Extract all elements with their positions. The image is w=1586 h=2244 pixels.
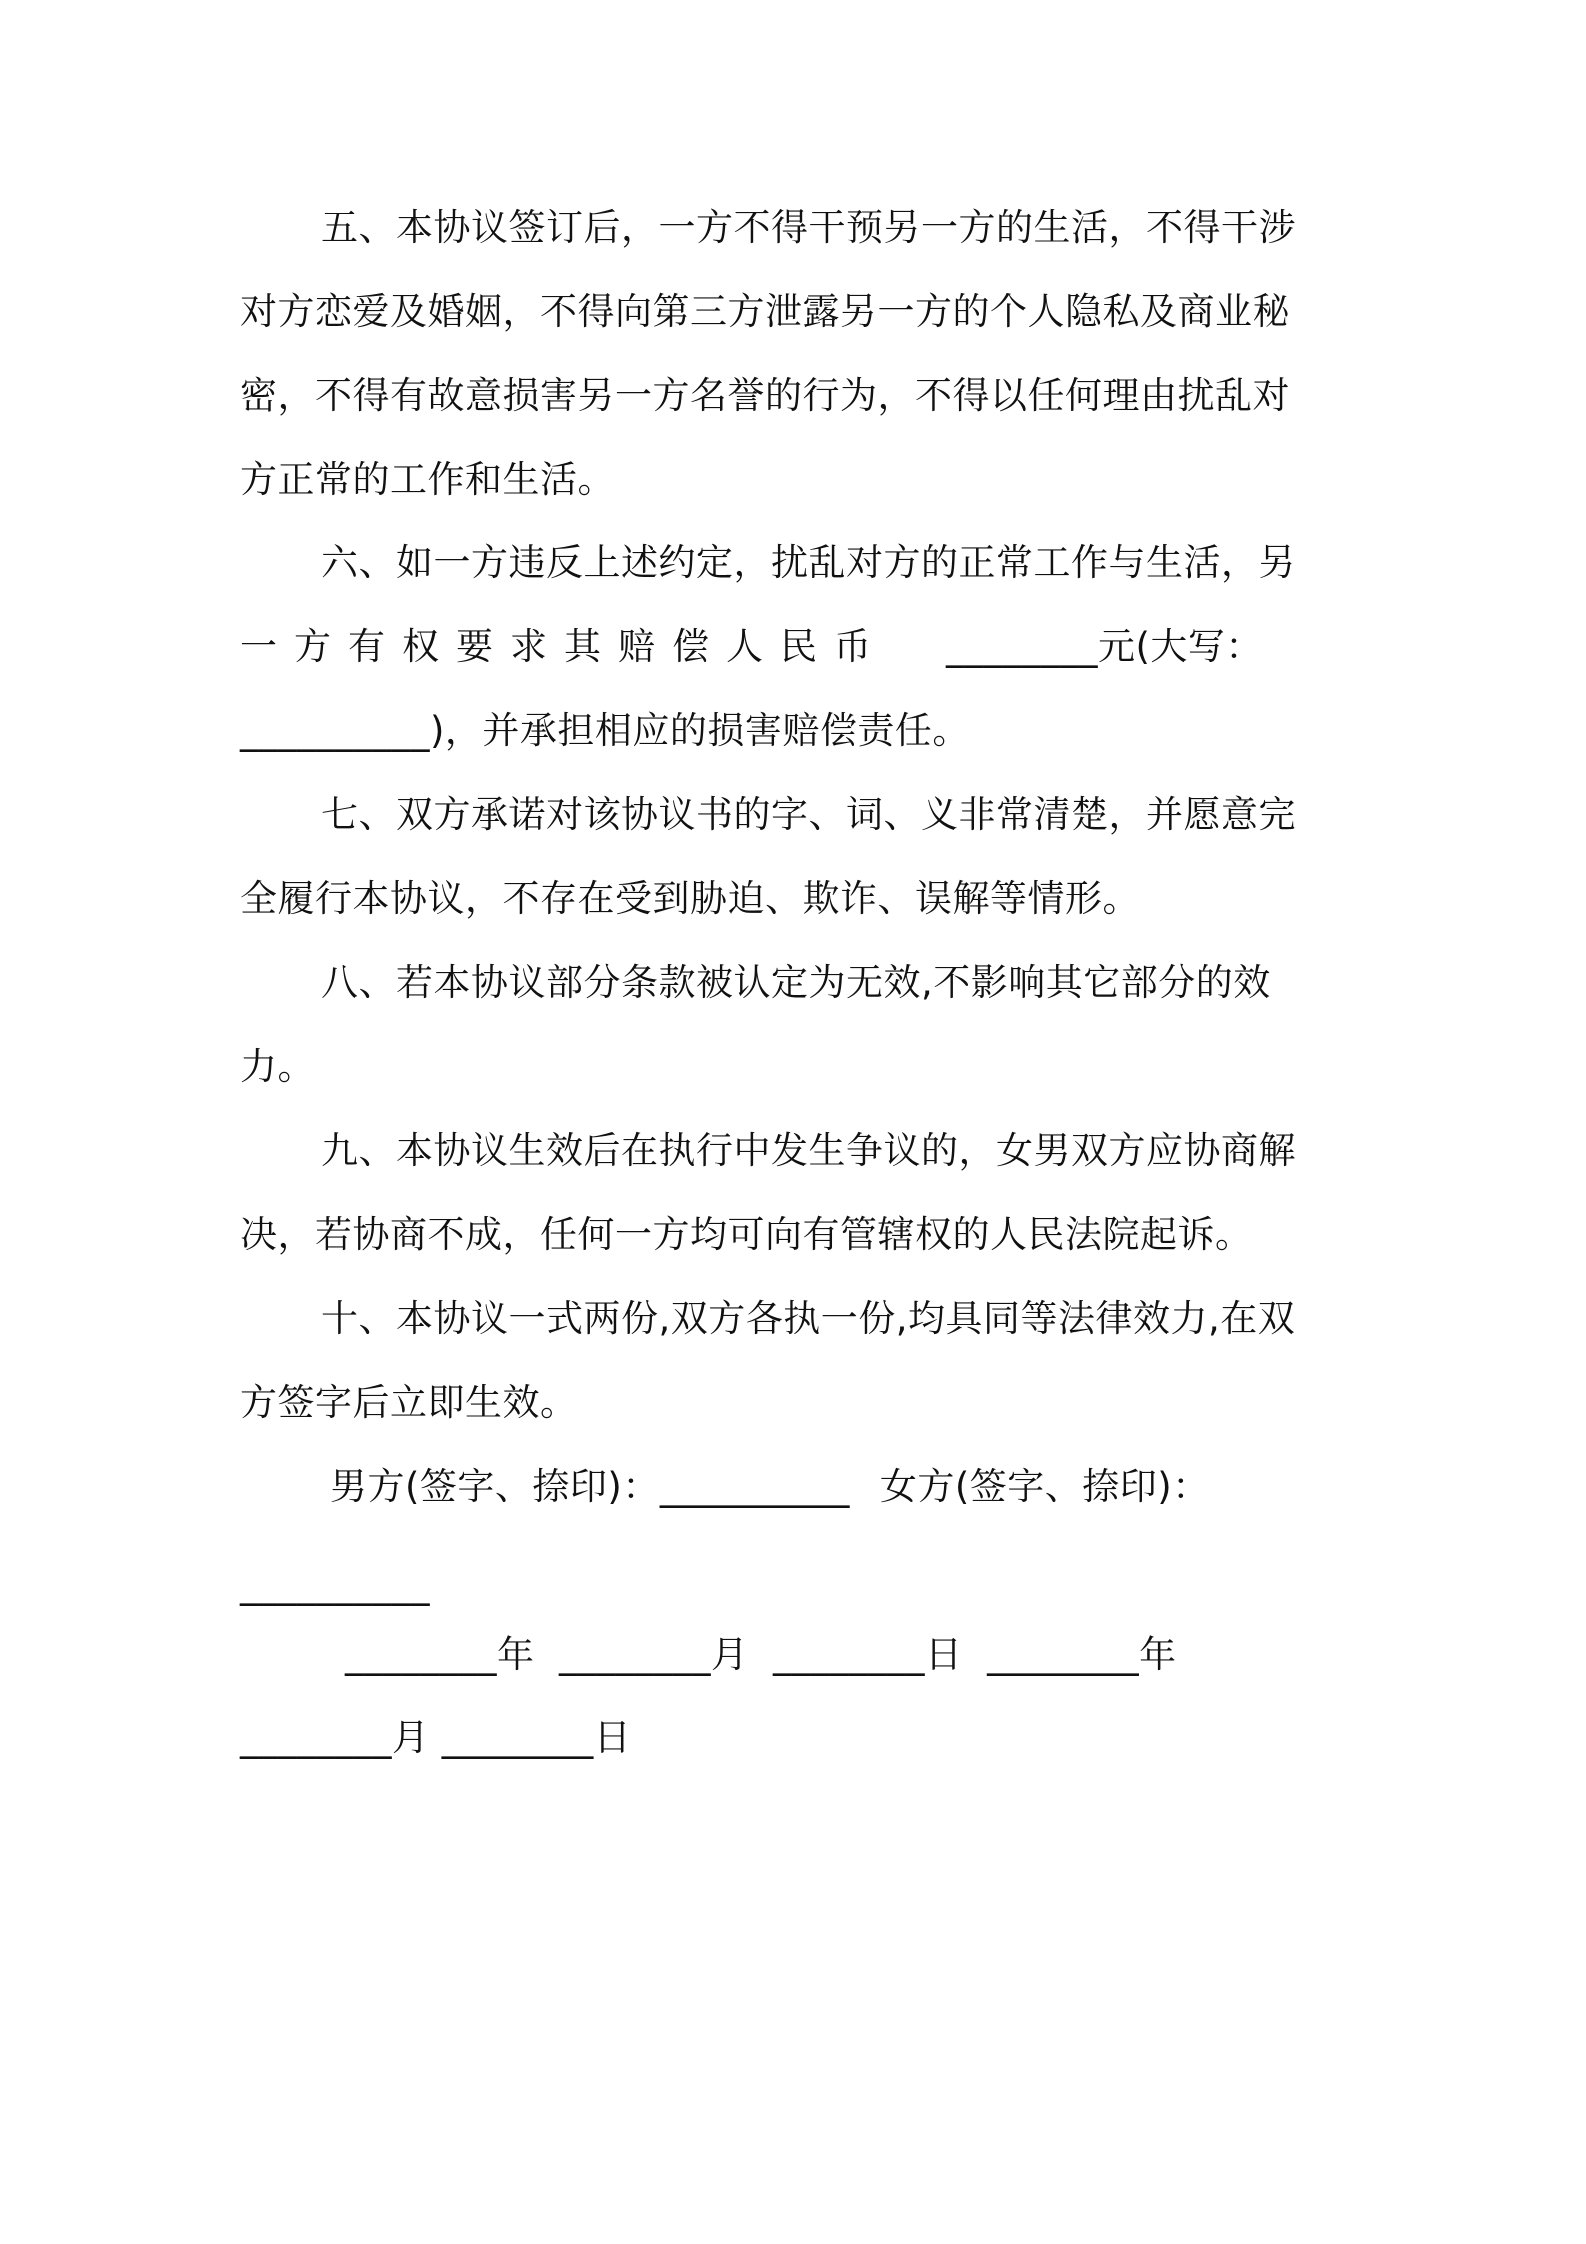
clause-8-line-1: 八、若本协议部分条款被认定为无效,不影响其它部分的效 [321, 961, 1271, 1004]
date-line-1: ________年 ________月 ________日 ________年 [345, 1633, 1177, 1676]
clause-5-line-1: 五、本协议签订后，一方不得干预另一方的生活，不得干涉 [321, 206, 1296, 249]
clause-5-line-4: 方正常的工作和生活。 [240, 458, 615, 501]
clause-9-line-1: 九、本协议生效后在执行中发生争议的，女男双方应协商解 [321, 1129, 1296, 1172]
clause-6-line-3: __________)，并承担相应的损害赔偿责任。 [240, 709, 970, 752]
clause-5-line-3: 密，不得有故意损害另一方名誉的行为，不得以任何理由扰乱对 [240, 374, 1290, 417]
clause-6-amount-blank: ________元(大写： [946, 625, 1263, 668]
clause-10-line-1: 十、本协议一式两份,双方各执一份,均具同等法律效力,在双 [321, 1297, 1296, 1340]
male-signature-field: 男方(签字、捺印)：__________ [330, 1465, 850, 1508]
female-signature-label: 女方(签字、捺印)： [879, 1465, 1210, 1508]
clause-6-line-2 [240, 622, 1350, 672]
clause-7-line-2: 全履行本协议，不存在受到胁迫、欺诈、误解等情形。 [240, 877, 1140, 920]
female-signature-blank: __________ [240, 1563, 430, 1606]
clause-10-line-2: 方签字后立即生效。 [240, 1381, 578, 1424]
signature-line [330, 1462, 1350, 1512]
clause-6-line-1: 六、如一方违反上述约定，扰乱对方的正常工作与生活，另 [321, 541, 1296, 584]
clause-6-compensation-text: 一方有权要求其赔偿人民币 [240, 625, 888, 668]
clause-7-line-1: 七、双方承诺对该协议书的字、词、义非常清楚，并愿意完 [321, 793, 1296, 836]
clause-5-line-2: 对方恋爱及婚姻，不得向第三方泄露另一方的个人隐私及商业秘 [240, 290, 1290, 333]
date-line-2: ________月 ________日 [240, 1716, 632, 1759]
clause-8-line-2: 力。 [240, 1045, 315, 1088]
clause-9-line-2: 决，若协商不成，任何一方均可向有管辖权的人民法院起诉。 [240, 1213, 1253, 1256]
